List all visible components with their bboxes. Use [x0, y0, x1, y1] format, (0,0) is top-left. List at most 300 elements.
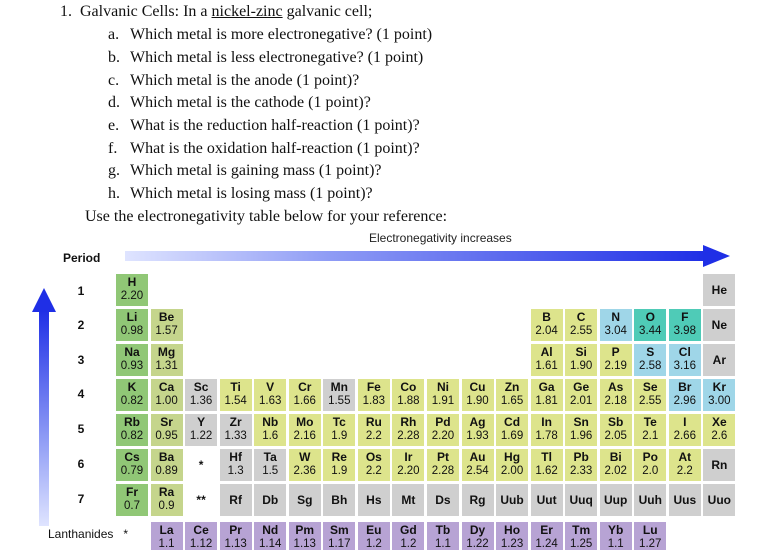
element-symbol: Rf [229, 493, 242, 507]
element-cell-uuq [564, 483, 598, 517]
element-symbol: Ba [158, 450, 175, 464]
electronegativity-value: 2.16 [293, 430, 316, 442]
element-symbol: Be [158, 310, 175, 324]
electronegativity-value: 1.57 [155, 325, 178, 337]
element-cell-ds [426, 483, 460, 517]
electronegativity-value: 2.20 [120, 290, 144, 302]
electronegativity-value: 2.2 [365, 465, 382, 477]
element-cell-eu [357, 521, 391, 551]
electronegativity-value: 2.20 [397, 465, 420, 477]
electronegativity-value: 1.36 [189, 395, 213, 407]
electronegativity-value: 1.1 [607, 538, 624, 550]
element-cell-re [322, 448, 356, 482]
element-symbol: H [127, 275, 137, 289]
electronegativity-value: 1.2 [365, 538, 382, 550]
element-cell-i [668, 413, 702, 447]
electronegativity-value: 0.93 [120, 360, 144, 372]
electronegativity-value: 1.24 [535, 538, 558, 550]
electronegativity-value: 1.6 [262, 430, 279, 442]
element-cell-mn [322, 378, 356, 412]
element-symbol: Ge [573, 380, 590, 394]
element-cell-xe [702, 413, 736, 447]
electronegativity-increases-label: Electronegativity increases [369, 231, 512, 245]
element-symbol: As [608, 380, 624, 394]
element-symbol: Ar [712, 353, 727, 367]
electronegativity-value: 1.17 [328, 538, 351, 550]
element-symbol: Sb [608, 415, 624, 429]
electronegativity-value: 0.9 [158, 500, 175, 512]
electronegativity-value: 3.44 [639, 325, 662, 337]
electronegativity-value: 1.69 [500, 430, 524, 442]
element-symbol: Rn [711, 458, 728, 472]
element-symbol: Sc [193, 380, 209, 394]
electronegativity-value: 3.16 [673, 360, 696, 372]
element-cell-cu [461, 378, 495, 412]
element-cell-starstar [184, 483, 218, 517]
element-cell-b [530, 308, 564, 342]
element-cell-he [702, 273, 736, 307]
element-symbol: Cu [469, 380, 486, 394]
element-cell-lu [633, 521, 667, 551]
electronegativity-value: 1.23 [500, 538, 524, 550]
electronegativity-value: 0.95 [155, 430, 178, 442]
element-symbol: Gd [400, 523, 417, 537]
electronegativity-value: 2.66 [673, 430, 696, 442]
electronegativity-value: 2.96 [673, 395, 696, 407]
element-symbol: Ir [404, 450, 413, 464]
electronegativity-value: 1.93 [466, 430, 489, 442]
element-symbol: Db [262, 493, 279, 507]
element-symbol: W [299, 450, 311, 464]
element-symbol: Er [540, 523, 553, 537]
element-cell-uuh [633, 483, 667, 517]
element-symbol: Li [126, 310, 138, 324]
electronegativity-value: 1.96 [569, 430, 593, 442]
element-symbol: Au [469, 450, 486, 464]
element-symbol: Kr [712, 380, 727, 394]
element-symbol: Mo [296, 415, 314, 429]
element-cell-pr [219, 521, 253, 551]
electronegativity-value: 1.13 [293, 538, 316, 550]
element-symbol: V [266, 380, 275, 394]
element-symbol: Tb [435, 523, 451, 537]
electronegativity-value: 1.9 [331, 430, 348, 442]
element-symbol: Po [642, 450, 658, 464]
electronegativity-value: 2.58 [639, 360, 662, 372]
electronegativity-value: 1.55 [328, 395, 351, 407]
element-cell-ru [357, 413, 391, 447]
electronegativity-value: 2.18 [604, 395, 627, 407]
period-label: Period [63, 251, 101, 265]
electronegativity-value: 1.22 [466, 538, 489, 550]
electronegativity-value: 2.05 [604, 430, 627, 442]
element-cell-na [115, 343, 149, 377]
element-cell-te [633, 413, 667, 447]
electronegativity-value: 1.81 [535, 395, 558, 407]
element-cell-pm [288, 521, 322, 551]
element-cell-mo [288, 413, 322, 447]
element-symbol: Uus [673, 493, 697, 507]
element-symbol: Uuo [707, 493, 731, 507]
electronegativity-value: 1.90 [569, 360, 593, 372]
element-symbol: Uub [500, 493, 524, 507]
element-cell-dy [461, 521, 495, 551]
element-symbol: Cr [298, 380, 312, 394]
title-prefix: Galvanic Cells: In a [80, 3, 212, 20]
element-cell-star [184, 448, 218, 482]
element-symbol: Ni [436, 380, 449, 394]
element-symbol: Ti [230, 380, 241, 394]
electronegativity-value: 1.00 [155, 395, 178, 407]
electronegativity-value: 1.65 [500, 395, 524, 407]
element-cell-uus [668, 483, 702, 517]
electronegativity-value: 2.28 [431, 465, 455, 477]
element-cell-sn [564, 413, 598, 447]
element-cell-rn [702, 448, 736, 482]
element-cell-bi [599, 448, 633, 482]
electronegativity-value: 2.01 [569, 395, 593, 407]
element-cell-n [599, 308, 633, 342]
element-cell-tl [530, 448, 564, 482]
element-cell-ag [461, 413, 495, 447]
element-symbol: Zr [229, 415, 242, 429]
electronegativity-value: 1.91 [431, 395, 455, 407]
element-cell-as [599, 378, 633, 412]
element-cell-uub [495, 483, 529, 517]
element-cell-bh [322, 483, 356, 517]
element-cell-br [668, 378, 702, 412]
element-cell-sm [322, 521, 356, 551]
element-cell-la [150, 521, 184, 551]
electronegativity-value: 1.12 [189, 538, 213, 550]
period-number: 1 [77, 284, 85, 298]
electronegativity-value: 1.1 [158, 538, 175, 550]
element-symbol: Se [642, 380, 658, 394]
element-symbol: Os [365, 450, 382, 464]
electronegativity-value: 1.3 [227, 465, 244, 477]
electronegativity-value: 2.2 [365, 430, 382, 442]
electronegativity-value: 1.27 [639, 538, 662, 550]
question-part-h: h. Which metal is losing mass (1 point)? [108, 185, 373, 202]
electronegativity-value: 1.14 [258, 538, 282, 550]
element-symbol: Sr [160, 415, 173, 429]
element-symbol: Bh [331, 493, 348, 507]
element-symbol: Ag [469, 415, 486, 429]
element-cell-hg [495, 448, 529, 482]
element-cell-cd [495, 413, 529, 447]
element-cell-v [253, 378, 287, 412]
electronegativity-value: 0.89 [155, 465, 178, 477]
question-part-g: g. Which metal is gaining mass (1 point)? [108, 162, 382, 179]
question-part-c: c. Which metal is the anode (1 point)? [108, 72, 360, 89]
element-symbol: Hg [504, 450, 521, 464]
electronegativity-value: 1.61 [535, 360, 558, 372]
element-symbol: Tc [332, 415, 346, 429]
electronegativity-value: 1.63 [258, 395, 282, 407]
element-symbol: Pb [573, 450, 589, 464]
element-symbol: Xe [712, 415, 727, 429]
electronegativity-value: 1.33 [224, 430, 247, 442]
period-number: 7 [77, 492, 85, 506]
element-cell-p [599, 343, 633, 377]
element-cell-rb [115, 413, 149, 447]
period-number: 2 [77, 318, 85, 332]
element-symbol: Uup [604, 493, 628, 507]
element-cell-tb [426, 521, 460, 551]
electronegativity-value: 2.0 [642, 465, 659, 477]
element-cell-ta [253, 448, 287, 482]
element-symbol: Zn [504, 380, 520, 394]
element-cell-ni [426, 378, 460, 412]
electronegativity-value: 1.66 [293, 395, 316, 407]
period-number: 5 [77, 422, 85, 436]
element-cell-os [357, 448, 391, 482]
element-cell-pb [564, 448, 598, 482]
element-cell-nb [253, 413, 287, 447]
electronegativity-value: 2.28 [397, 430, 420, 442]
element-symbol: I [683, 415, 687, 429]
electronegativity-value: 1.2 [400, 538, 417, 550]
question-part-a: a. Which metal is more electronegative? (1 point) [108, 26, 433, 43]
electronegativity-value: 0.7 [124, 500, 140, 512]
element-symbol: Br [678, 380, 692, 394]
element-symbol: Tm [572, 523, 591, 537]
electronegativity-value: 1.31 [155, 360, 178, 372]
element-symbol: Fr [126, 485, 138, 499]
element-cell-zr [219, 413, 253, 447]
element-symbol: Cl [678, 345, 691, 359]
question-number: 1. [60, 3, 72, 20]
element-symbol: N [611, 310, 621, 324]
period-number: 3 [77, 353, 85, 367]
title-suffix: galvanic cell; [282, 3, 373, 20]
element-symbol: Tl [541, 450, 552, 464]
element-symbol: C [576, 310, 586, 324]
element-symbol: S [646, 345, 655, 359]
element-cell-sb [599, 413, 633, 447]
element-symbol: Ho [504, 523, 521, 537]
element-cell-db [253, 483, 287, 517]
element-cell-c [564, 308, 598, 342]
element-symbol: K [127, 380, 137, 394]
element-symbol: He [711, 283, 728, 297]
element-symbol: Hs [366, 493, 382, 507]
electronegativity-value: 2.00 [500, 465, 524, 477]
title-underlined: nickel-zinc [211, 3, 283, 20]
element-cell-nd [253, 521, 287, 551]
element-symbol: Ne [711, 318, 728, 332]
element-symbol: ** [196, 493, 206, 507]
element-symbol: Ce [193, 523, 209, 537]
question-part-b: b. Which metal is less electronegative? (1 point) [108, 49, 424, 66]
element-symbol: Pt [436, 450, 449, 464]
electronegativity-value: 0.82 [120, 395, 144, 407]
element-symbol: Si [575, 345, 587, 359]
question-part-d: d. Which metal is the cathode (1 point)? [108, 94, 371, 111]
element-symbol: Ra [158, 485, 175, 499]
element-symbol: * [198, 458, 204, 472]
electronegativity-value: 3.04 [604, 325, 627, 337]
element-cell-rh [391, 413, 425, 447]
element-cell-pt [426, 448, 460, 482]
element-symbol: Pr [229, 523, 242, 537]
element-symbol: Na [124, 345, 140, 359]
element-symbol: B [542, 310, 551, 324]
element-cell-er [530, 521, 564, 551]
element-symbol: Mg [157, 345, 176, 359]
element-symbol: Mt [401, 493, 416, 507]
electronegativity-value: 2.1 [642, 430, 659, 442]
question-title [60, 2, 372, 22]
electronegativity-value: 0.98 [120, 325, 144, 337]
element-symbol: Rb [124, 415, 140, 429]
electronegativity-value: 1.25 [569, 538, 593, 550]
element-cell-fr [115, 483, 149, 517]
element-cell-gd [391, 521, 425, 551]
element-symbol: Mn [330, 380, 348, 394]
element-cell-hf [219, 448, 253, 482]
element-cell-sg [288, 483, 322, 517]
element-cell-w [288, 448, 322, 482]
element-symbol: Ds [435, 493, 451, 507]
electronegativity-value: 3.00 [708, 395, 731, 407]
electronegativity-value: 1.22 [189, 430, 213, 442]
element-symbol: Uut [536, 493, 557, 507]
electronegativity-value: 3.98 [673, 325, 696, 337]
electronegativity-value: 1.90 [466, 395, 489, 407]
question-part-f: f. What is the oxidation half-reaction (1 point)? [108, 140, 420, 157]
electronegativity-value: 1.13 [224, 538, 247, 550]
element-cell-tc [322, 413, 356, 447]
period-number: 4 [77, 387, 85, 401]
element-cell-rg [461, 483, 495, 517]
element-symbol: Ru [365, 415, 382, 429]
element-cell-in [530, 413, 564, 447]
element-cell-uut [530, 483, 564, 517]
element-cell-at [668, 448, 702, 482]
element-cell-li [115, 308, 149, 342]
element-cell-si [564, 343, 598, 377]
electronegativity-value: 1.83 [362, 395, 386, 407]
electronegativity-value: 1.62 [535, 465, 558, 477]
element-cell-mt [391, 483, 425, 517]
element-symbol: Fe [366, 380, 381, 394]
element-symbol: Rh [400, 415, 417, 429]
element-cell-kr [702, 378, 736, 412]
element-symbol: Uuq [569, 493, 593, 507]
element-symbol: Uuh [638, 493, 662, 507]
element-cell-sc [184, 378, 218, 412]
electronegativity-value: 2.55 [569, 325, 593, 337]
element-symbol: Cs [124, 450, 140, 464]
element-cell-pd [426, 413, 460, 447]
electronegativity-value: 2.04 [535, 325, 558, 337]
element-symbol: Te [643, 415, 657, 429]
element-symbol: Eu [366, 523, 382, 537]
element-cell-ga [530, 378, 564, 412]
element-cell-co [391, 378, 425, 412]
element-symbol: Nb [262, 415, 279, 429]
element-cell-fe [357, 378, 391, 412]
element-cell-ra [150, 483, 184, 517]
up-arrow-icon [32, 288, 56, 526]
electronegativity-value: 2.36 [293, 465, 316, 477]
element-symbol: Nd [262, 523, 279, 537]
element-cell-ti [219, 378, 253, 412]
element-cell-ne [702, 308, 736, 342]
electronegativity-value: 1.54 [224, 395, 247, 407]
element-cell-s [633, 343, 667, 377]
element-symbol: O [645, 310, 655, 324]
element-symbol: Hf [229, 450, 242, 464]
electronegativity-value: 2.02 [604, 465, 627, 477]
element-symbol: Y [197, 415, 206, 429]
electronegativity-value: 1.78 [535, 430, 558, 442]
reference-instruction: Use the electronegativity table below for your reference: [85, 208, 448, 225]
element-symbol: Sg [297, 493, 313, 507]
element-symbol: Co [400, 380, 417, 394]
question-part-e: e. What is the reduction half-reaction (1 point)? [108, 117, 420, 134]
element-symbol: In [541, 415, 552, 429]
element-symbol: La [159, 523, 174, 537]
element-cell-uuo [702, 483, 736, 517]
element-cell-se [633, 378, 667, 412]
element-cell-cr [288, 378, 322, 412]
element-symbol: Pd [435, 415, 451, 429]
element-symbol: Sm [329, 523, 349, 537]
element-cell-f [668, 308, 702, 342]
right-arrow-icon [125, 245, 730, 267]
element-symbol: P [611, 345, 620, 359]
element-cell-mg [150, 343, 184, 377]
element-cell-ba [150, 448, 184, 482]
element-cell-o [633, 308, 667, 342]
element-cell-ir [391, 448, 425, 482]
element-symbol: Al [540, 345, 553, 359]
element-cell-k [115, 378, 149, 412]
element-symbol: Ga [538, 380, 555, 394]
electronegativity-value: 2.2 [676, 465, 693, 477]
element-cell-hs [357, 483, 391, 517]
element-cell-cs [115, 448, 149, 482]
electronegativity-value: 2.6 [711, 430, 728, 442]
element-cell-ar [702, 343, 736, 377]
element-cell-zn [495, 378, 529, 412]
element-symbol: F [681, 310, 689, 324]
electronegativity-value: 1.9 [331, 465, 348, 477]
lanthanides-label: Lanthanides * [48, 527, 129, 541]
electronegativity-value: 2.54 [466, 465, 489, 477]
element-symbol: Re [331, 450, 347, 464]
electronegativity-value: 2.55 [639, 395, 662, 407]
element-cell-au [461, 448, 495, 482]
element-symbol: Pm [295, 523, 315, 537]
element-symbol: Ca [158, 380, 175, 394]
period-number: 6 [77, 457, 85, 471]
element-cell-h [115, 273, 149, 307]
element-cell-ce [184, 521, 218, 551]
element-symbol: Lu [642, 523, 658, 537]
electronegativity-value: 1.5 [262, 465, 279, 477]
element-cell-be [150, 308, 184, 342]
electronegativity-value: 2.20 [431, 430, 455, 442]
element-cell-sr [150, 413, 184, 447]
element-symbol: At [678, 450, 692, 464]
electronegativity-value: 2.33 [569, 465, 593, 477]
element-cell-ca [150, 378, 184, 412]
element-cell-rf [219, 483, 253, 517]
element-cell-uup [599, 483, 633, 517]
